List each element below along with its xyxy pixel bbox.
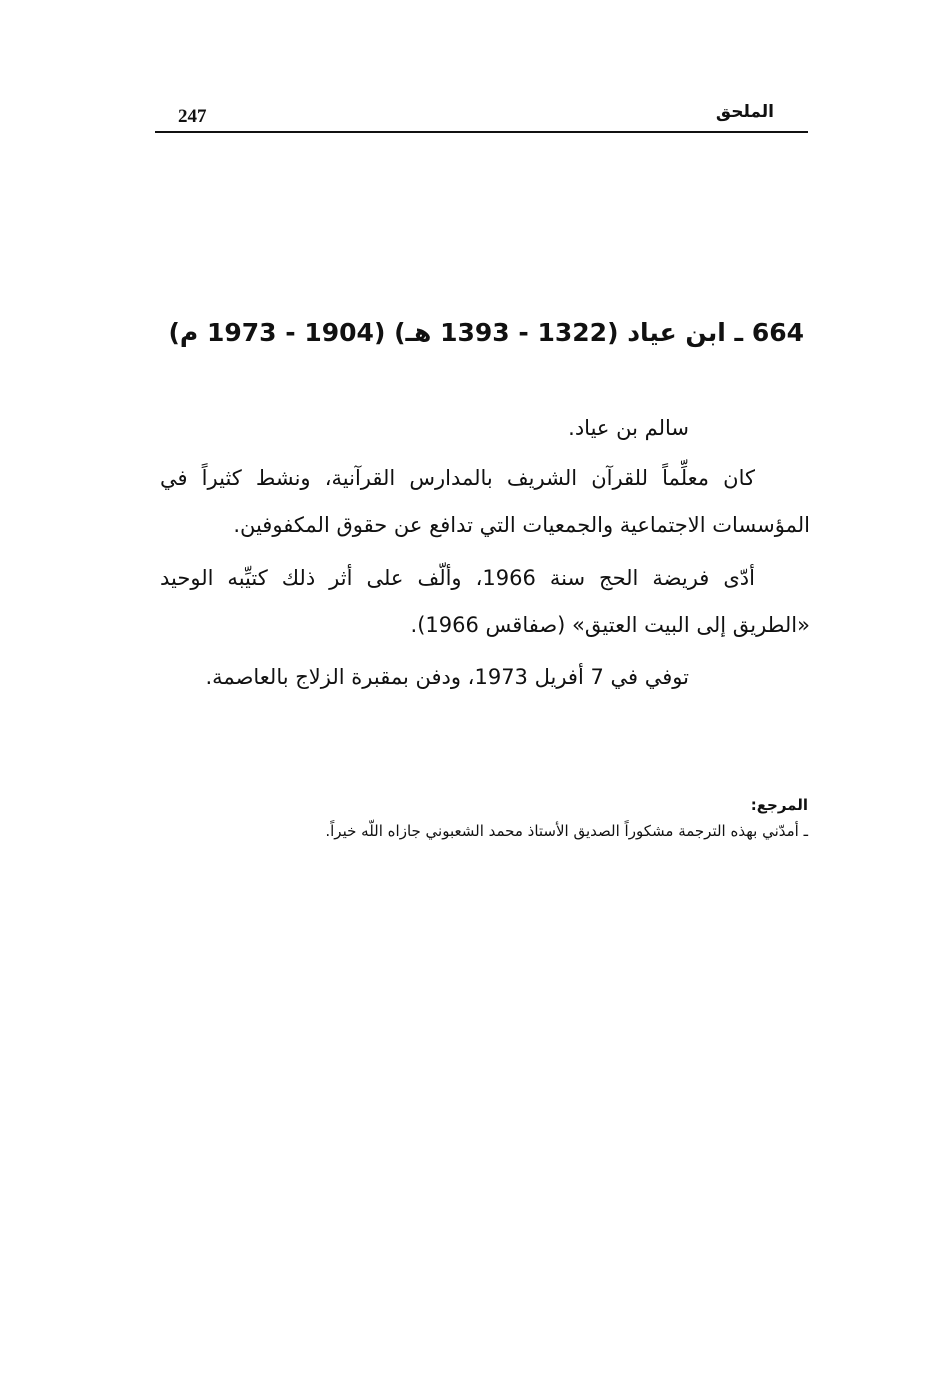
entry-title: 664 ـ ابن عياد (1322 - 1393 هـ) (1904 - 1973 م) xyxy=(168,318,804,347)
reference-heading: المرجع: xyxy=(750,796,808,814)
entry-paragraph: توفي في 7 أفريل 1973، ودفن بمقبرة الزلاج بالعاصمة. xyxy=(205,665,689,689)
section-name: الملحق xyxy=(715,102,774,122)
entry-paragraph: سالم بن عياد. xyxy=(568,416,689,440)
reference-section xyxy=(168,792,808,844)
page-number: 247 xyxy=(178,106,207,127)
entry-paragraph: أدّى فريضة الحج سنة 1966، وألّف على أثر ذلك كتيِّبه الوحيد «الطريق إلى البيت العتيق» (صفاقس 1966). xyxy=(160,566,810,637)
reference-item: ـ أمدّني بهذه الترجمة مشكوراً الصديق الأستاذ محمد الشعبوني جازاه اللّه خيراً. xyxy=(325,822,808,840)
header-rule xyxy=(155,131,808,133)
entry-paragraph: كان معلِّماً للقرآن الشريف بالمدارس القرآنية، ونشط كثيراً في المؤسسات الاجتماعية والجمعيات التي تدافع عن حقوق المكفوفين. xyxy=(160,466,810,537)
running-header xyxy=(150,100,810,130)
